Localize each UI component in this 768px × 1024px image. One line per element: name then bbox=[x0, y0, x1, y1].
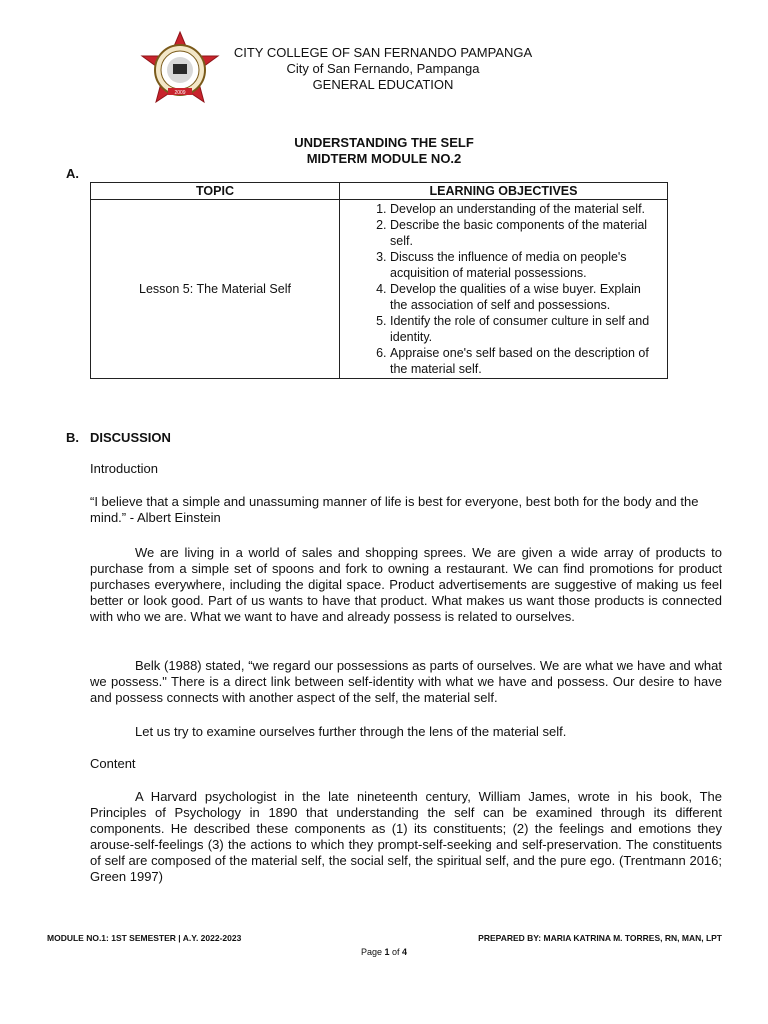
objective-item: 4. Develop the qualities of a wise buyer. Explain the association of self and possessions. bbox=[390, 281, 661, 313]
svg-text:2009: 2009 bbox=[174, 90, 186, 96]
course-title: UNDERSTANDING THE SELF bbox=[294, 135, 474, 150]
institution-header bbox=[200, 45, 566, 93]
content-heading: Content bbox=[90, 756, 136, 771]
objectives-table bbox=[90, 182, 668, 379]
objectives-list bbox=[340, 201, 661, 377]
table-row bbox=[91, 200, 668, 379]
module-number: MIDTERM MODULE NO.2 bbox=[306, 151, 462, 166]
objective-item: 6. Appraise one's self based on the description of the material self. bbox=[390, 345, 661, 377]
page-total: 4 bbox=[402, 947, 408, 957]
lesson-topic: Lesson 5: The Material Self bbox=[91, 200, 340, 379]
footer-module-info: MODULE NO.1: 1ST SEMESTER | A.Y. 2022-2023 bbox=[47, 933, 242, 943]
paragraph-william-james: A Harvard psychologist in the late nineteenth century, William James, wrote in his book, The Principles of Psychology in 1890 that understanding the self can be examined through its different components. He described these components as (1) its constituents; (2) the feelings and emotions they arouse-self-feelings (3) the actions to which they prompt-self-seeking and self-preservation. The constituents of self are composed of the material self, the social self, the spiritual self, and the pure ego. (Trentmann 2016; Green 1997) bbox=[90, 789, 722, 884]
table-header-topic: TOPIC bbox=[91, 183, 340, 200]
department-name: GENERAL EDUCATION bbox=[312, 77, 454, 92]
section-b-title: DISCUSSION bbox=[90, 430, 171, 445]
introduction-heading: Introduction bbox=[90, 461, 158, 476]
objectives-cell bbox=[340, 200, 668, 379]
module-title bbox=[0, 135, 768, 167]
einstein-quote: “I believe that a simple and unassuming manner of life is best for everyone, best both for the body and the mind.” - Albert Einstein bbox=[90, 494, 699, 525]
footer-prepared-by: PREPARED BY: MARIA KATRINA M. TORRES, RN, MAN, LPT bbox=[478, 933, 722, 943]
section-b-letter: B. bbox=[66, 430, 79, 445]
objective-item: 5. Identify the role of consumer culture in self and identity. bbox=[390, 313, 661, 345]
objective-item: 1. Develop an understanding of the material self. bbox=[390, 201, 661, 217]
section-b-heading bbox=[66, 430, 171, 445]
page-current: 1 bbox=[384, 947, 390, 957]
objective-item: 3. Discuss the influence of media on people's acquisition of material possessions. bbox=[390, 249, 661, 281]
paragraph-belk: Belk (1988) stated, “we regard our possessions as parts of ourselves. We are what we have and what we possess." There is a direct link between self-identity with what we have and possess. Our desire to have and possess connects with another aspect of the self, the material self. bbox=[90, 658, 722, 705]
college-location: City of San Fernando, Pampanga bbox=[286, 61, 480, 76]
page-of: of bbox=[392, 947, 400, 957]
objective-item: 2. Describe the basic components of the material self. bbox=[390, 217, 661, 249]
paragraph-sales: We are living in a world of sales and shopping sprees. We are given a wide array of products to purchase from a simple set of spoons and fork to owning a restaurant. We can find promotions for product purchases everywhere, including the digital space. Product advertisements are suggestive of making us feel better or look good. Part of us wants to have that product. What makes us want those products is connected with who we are. What we want to have and already possess is related to ourselves. bbox=[90, 545, 722, 624]
section-a-label: A. bbox=[66, 166, 79, 181]
paragraph-examine: Let us try to examine ourselves further through the lens of the material self. bbox=[135, 724, 567, 739]
page-prefix: Page bbox=[360, 947, 382, 957]
table-header-objectives: LEARNING OBJECTIVES bbox=[340, 183, 668, 200]
college-name: CITY COLLEGE OF SAN FERNANDO PAMPANGA bbox=[233, 45, 533, 60]
page-number bbox=[0, 947, 768, 957]
